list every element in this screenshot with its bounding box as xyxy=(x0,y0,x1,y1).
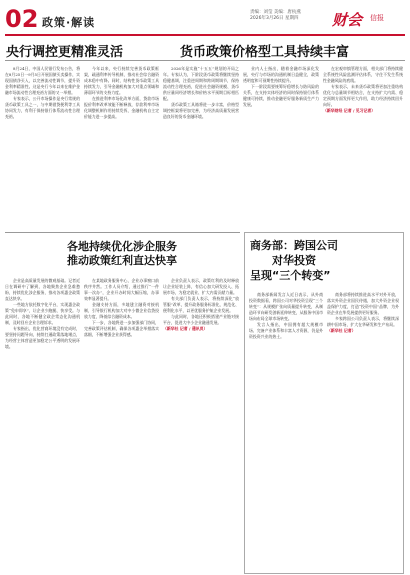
paragraph: 企业负责人表示，政策红利的及时释放让企业轻装上阵，有信心加大研发投入、拓展市场，为稳定就业、扩大内需贡献力量。 xyxy=(163,278,239,295)
lead-headline-left: 央行调控更精准灵活 xyxy=(6,45,124,60)
story2-column-2 xyxy=(84,278,159,570)
paragraph: 在推进利率市场化改革方面，贷款市场报价利率改革效能不断释放，存款利率市场化调整机制作用持续发挥，金融机构自主定价能力进一步提高。 xyxy=(84,96,159,119)
paragraph: 专家表示，未来货币政策将更加注重结构优化与总量调节相结合，在支持扩大内需、稳定预期方面发挥更大作用，助力经济持续回升向好。 xyxy=(323,84,403,107)
paragraph: 今年以来，央行持续完善货币政策框架，疏通利率传导机制，推动社会综合融资成本稳中有降。同时，结构性货币政策工具持续发力，引导金融机构加大对重点领域和薄弱环节的支持力度。 xyxy=(84,66,159,95)
story1-column-1 xyxy=(5,66,80,230)
story2-column-1 xyxy=(5,278,80,570)
paragraph: 发言人指出，中国拥有超大规模市场、完备产业体系和丰富人才资源，仍是外资投资兴业的热土。 xyxy=(249,322,323,339)
headline-line: 各地持续优化涉企服务 xyxy=(67,240,177,253)
paragraph: 有关部门负责人表示，将持续深化“放管服”改革，提升政务服务标准化、规范化、便利化水平，以更优服务护航企业发展。 xyxy=(163,296,239,313)
header-divider xyxy=(5,34,405,36)
masthead-logo-sub: 信报 xyxy=(370,14,384,22)
date-line: 2026年3月26日 星期四 xyxy=(250,16,299,21)
page-number: 02 xyxy=(5,5,39,33)
headline-line: 呈现“三个转变” xyxy=(250,269,331,282)
story1-column-2 xyxy=(84,66,159,230)
byline: （新华社 记者） xyxy=(327,328,356,333)
paragraph: 金融支持方面，多地建立融资对接机制，引导银行机构加大对中小微企业信贷投放力度，降低综合融资成本。 xyxy=(84,302,159,319)
story3-headline xyxy=(250,238,400,283)
story2-column-3 xyxy=(163,278,239,570)
story1-column-3 xyxy=(163,66,239,230)
lead-headline-right: 货币政策价格型工具持续丰富 xyxy=(180,45,350,60)
paragraph: 业内人士指出，随着金融市场深化发展，央行与市场的沟通机制日益健全，政策透明度和可预期性持续提升。 xyxy=(243,66,319,83)
headline-divider xyxy=(5,60,405,61)
story1-column-5 xyxy=(323,66,403,230)
section-title: 政策·解读 xyxy=(42,16,96,29)
story1-column-4 xyxy=(243,66,319,230)
editor-line: 责编：刘莹 美编：唐杭燕 xyxy=(250,10,301,15)
paragraph: 8月24日，中国人民银行发布公告，将在8月25日一9月5日开展国债买卖操作，实现国债净买入，以完善流动性调节，提升资金利率精准性。这是央行今年以来在维护金融市场流动性合理充裕方面的又一举措。 xyxy=(5,66,80,95)
issue-meta xyxy=(250,10,320,22)
paragraph: 专家表示，公开市场操作是央行常规的货币政策工具之一，与中期借贷便利等工具协同发力，有利于保持银行体系流动性合理充裕。 xyxy=(5,96,80,119)
byline: （新华财经 记者 / 见习记者） xyxy=(323,108,376,113)
story3-column-1 xyxy=(249,292,323,568)
paragraph: 商务部新闻发言人近日表示，从外商投资数据看，跨国公司对华投资呈现“三个转变”：从规模扩张向质量提升转变，从制造环节向研发创新延伸转变，从服务中国市场向布局全球市场转变。 xyxy=(249,292,323,321)
paragraph: 一些地方依托数字化平台，实现惠企政策“免申即享”，让企业少跑腿、快享受。与此同时，各地不断健全政企常态化沟通机制，及时回应企业合理诉求。 xyxy=(5,302,80,325)
paragraph: 商务部将持续推进高水平对外开放，落实外资企业国民待遇，加大外资企业权益保护力度，打造“投资中国”品牌，为外资企业在华发展提供更好服务。 xyxy=(327,292,399,315)
paragraph: 多家跨国公司负责人表示，将继续深耕中国市场，扩大在华研发和生产布局。 xyxy=(327,316,399,327)
headline-line: 对华投资 xyxy=(272,254,316,267)
paragraph: 与此同时，各地还积极搭建产业链对接平台，促进大中小企业融通发展。 xyxy=(163,314,239,325)
story3-column-2 xyxy=(327,292,399,568)
paragraph: 在某地政务服务中心，企业办事窗口前秩序井然。工作人员介绍，通过推行“一件事一次办”，企业开办时间大幅压缩，办事效率显著提升。 xyxy=(84,278,159,301)
page-header xyxy=(0,0,410,40)
paragraph: 2026年是实施“十五五”规划的开局之年。专家认为，下阶段货币政策将继续坚持稳健基调，注重逆周期和跨周期调节，保持流动性合理充裕，促进社会融资规模、货币供应量同经济增长和价格水平预期目标相匹配。 xyxy=(163,66,239,101)
story2-headline xyxy=(22,240,222,268)
masthead-logo: 财会 xyxy=(332,11,363,29)
paragraph: 企业是高质量发展的微观基础。记者近日在调研中了解到，各地聚焦企业急难愁盼，持续优化涉企服务，推动各项惠企政策直达快享。 xyxy=(5,278,80,301)
paragraph: 在宏观审慎管理方面，相关部门将持续健全系统性风险监测评估体系，守住不发生系统性金融风险的底线。 xyxy=(323,66,403,83)
paragraph: 专家指出，优化营商环境没有完成时，要坚持问题导向，持续打通政策落地堵点，为经营主体营造更加稳定公平透明的发展环境。 xyxy=(5,326,80,349)
paragraph: 货币政策工具箱将进一步丰富，价格型调控框架将更加完善，为经济高质量发展营造良好的货币金融环境。 xyxy=(163,102,239,119)
byline: （新华社 记者 / 通讯员） xyxy=(163,326,208,331)
story-divider xyxy=(5,232,240,233)
headline-line: 推动政策红利直达快享 xyxy=(67,254,177,267)
paragraph: 下一步，各地将进一步加强部门协同，完善政策评估机制，确保各项惠企举措落实落细，不断增强企业获得感。 xyxy=(84,320,159,337)
headline-line: 商务部：跨国公司 xyxy=(250,239,338,252)
paragraph: 下一阶段需要统筹好稳增长与防风险的关系，在支持实体经济的同时保持银行体系健康可持续，推动金融更好服务新质生产力发展。 xyxy=(243,84,319,107)
